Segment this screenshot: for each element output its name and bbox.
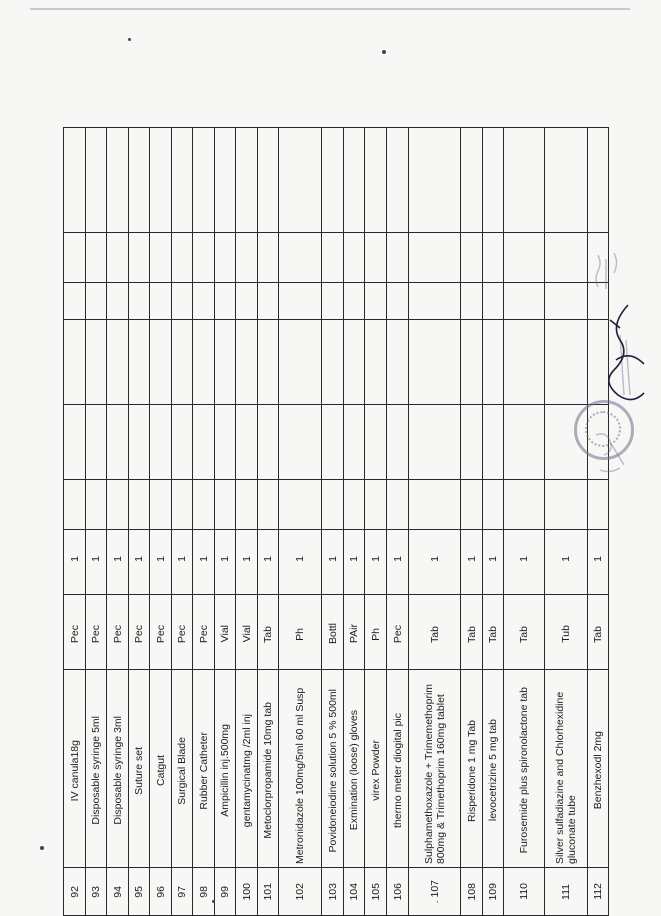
sn-93: 93 <box>90 885 102 898</box>
item-98: Rubber Catheter <box>197 731 210 810</box>
blank-row-1 <box>64 480 609 530</box>
item-103: Povidoneiodine solution 5 % 500ml <box>326 688 339 853</box>
sn-106: 106 <box>391 882 404 901</box>
unit-102: Ph <box>294 627 306 641</box>
item-111: Silver sulfadiazine and Chlorhexidine gluconate tube <box>554 691 578 864</box>
blank-row-6 <box>64 128 609 233</box>
unit-111: Tub <box>560 625 572 643</box>
sn-100: 100 <box>240 882 253 901</box>
unit-104: PAir <box>348 624 360 644</box>
sn-104: 104 <box>348 882 360 901</box>
scan-top-edge <box>30 8 630 10</box>
medicine-list-table <box>63 127 609 916</box>
sn-110: 110 <box>518 883 530 900</box>
qty-102: 1 <box>294 556 306 562</box>
unit-107: Tab <box>428 625 441 643</box>
item-107: Sulphamethoxazole + Trimemethoprim 800mg & Trimethoprim 160mg tablet <box>422 683 447 864</box>
unit-93: Pec <box>90 624 102 644</box>
qty-107: 1 <box>428 556 441 562</box>
unit-109: Tab <box>487 625 499 643</box>
unit-100: Vial <box>240 625 253 643</box>
qty-94: 1 <box>111 556 124 562</box>
qty-112: 1 <box>592 556 604 562</box>
qty-99: 1 <box>219 556 231 562</box>
unit-110: Tab <box>518 625 530 643</box>
item-101: Metoclorpropamide 10mg tab <box>262 702 274 839</box>
qty-110: 1 <box>518 556 530 562</box>
sn-103: 103 <box>326 882 339 901</box>
unit-96: Pec <box>154 624 167 644</box>
qty-105: 1 <box>369 556 382 562</box>
sn-96: 96 <box>154 885 167 898</box>
sn-99: 99 <box>219 885 231 898</box>
scan-speck <box>128 38 131 41</box>
unit-106: Pec <box>391 624 404 644</box>
unit-101: Tab <box>262 625 274 643</box>
blank-row-5 <box>64 233 609 283</box>
unit-105: Ph <box>369 627 382 641</box>
item-105: virex Powder <box>369 740 382 801</box>
blank-row-4 <box>64 283 609 320</box>
item-109: levocetrizine 5 mg tab <box>487 719 499 822</box>
sn-97: 97 <box>176 885 188 898</box>
unit-94: Pec <box>111 624 124 644</box>
item-92: IV canula18g <box>68 739 81 802</box>
sn-109: 109 <box>487 882 499 901</box>
serial-number-row <box>64 868 609 916</box>
qty-100: 1 <box>240 556 253 562</box>
sn-102: 102 <box>294 882 306 901</box>
qty-101: 1 <box>262 556 274 562</box>
scan-speck <box>212 900 215 903</box>
unit-95: Pec <box>133 624 145 644</box>
item-name-row <box>64 670 609 868</box>
item-94: Disposable syringe 3ml <box>111 716 124 825</box>
qty-98: 1 <box>197 556 210 562</box>
sn-95: 95 <box>133 885 145 898</box>
qty-92: 1 <box>68 556 81 562</box>
item-104: Exmination (loose) gloves <box>348 710 360 831</box>
unit-99: Vial <box>219 625 231 643</box>
item-96: Catgut <box>154 755 167 786</box>
sn-111: 111 <box>560 883 572 900</box>
blank-row-2 <box>64 405 609 480</box>
qty-104: 1 <box>348 556 360 562</box>
unit-row <box>64 595 609 670</box>
unit-103: Bottl <box>326 623 339 645</box>
unit-92: Pec <box>68 624 81 644</box>
item-97: Surgical Blade <box>176 736 188 805</box>
blank-row-3 <box>64 320 609 405</box>
quantity-row <box>64 530 609 595</box>
item-95: Suture set <box>133 746 145 795</box>
qty-95: 1 <box>133 556 145 562</box>
scan-speck <box>40 846 44 850</box>
sn-112: 112 <box>592 883 604 900</box>
item-102: Metronidazole 100mg/5ml 60 ml Susp <box>294 687 306 864</box>
item-110: Furosemide plus spironolactone tab <box>518 687 530 854</box>
item-100: gentamycinatmg /2ml inj <box>240 713 253 828</box>
item-112: Benzhexodl 2mg <box>592 731 604 810</box>
sn-105: 105 <box>369 882 382 901</box>
scan-speck <box>382 50 386 54</box>
sn-107: . 107 <box>428 879 441 904</box>
item-108: Risperidone 1 mg Tab <box>465 719 478 822</box>
qty-108: 1 <box>465 556 478 562</box>
qty-93: 1 <box>90 556 102 562</box>
qty-109: 1 <box>487 556 499 562</box>
sn-108: 108 <box>465 882 478 901</box>
handwritten-signature <box>598 300 653 410</box>
qty-97: 1 <box>176 556 188 562</box>
unit-112: Tab <box>592 625 604 643</box>
sn-92: 92 <box>68 885 81 898</box>
item-106: thermo meter diogital pic <box>391 713 404 828</box>
unit-98: Pec <box>197 624 210 644</box>
qty-111: 1 <box>560 556 572 562</box>
sn-98: 98 <box>197 885 210 898</box>
qty-103: 1 <box>326 556 339 562</box>
item-99: Ampicillin inj.500mg <box>219 724 231 817</box>
sn-94: 94 <box>111 885 124 898</box>
item-93: Disposable syringe 5ml <box>90 716 102 825</box>
sn-101: 101 <box>262 882 274 901</box>
qty-106: 1 <box>391 556 404 562</box>
unit-97: Pec <box>176 624 188 644</box>
qty-96: 1 <box>154 556 167 562</box>
unit-108: Tab <box>465 625 478 643</box>
